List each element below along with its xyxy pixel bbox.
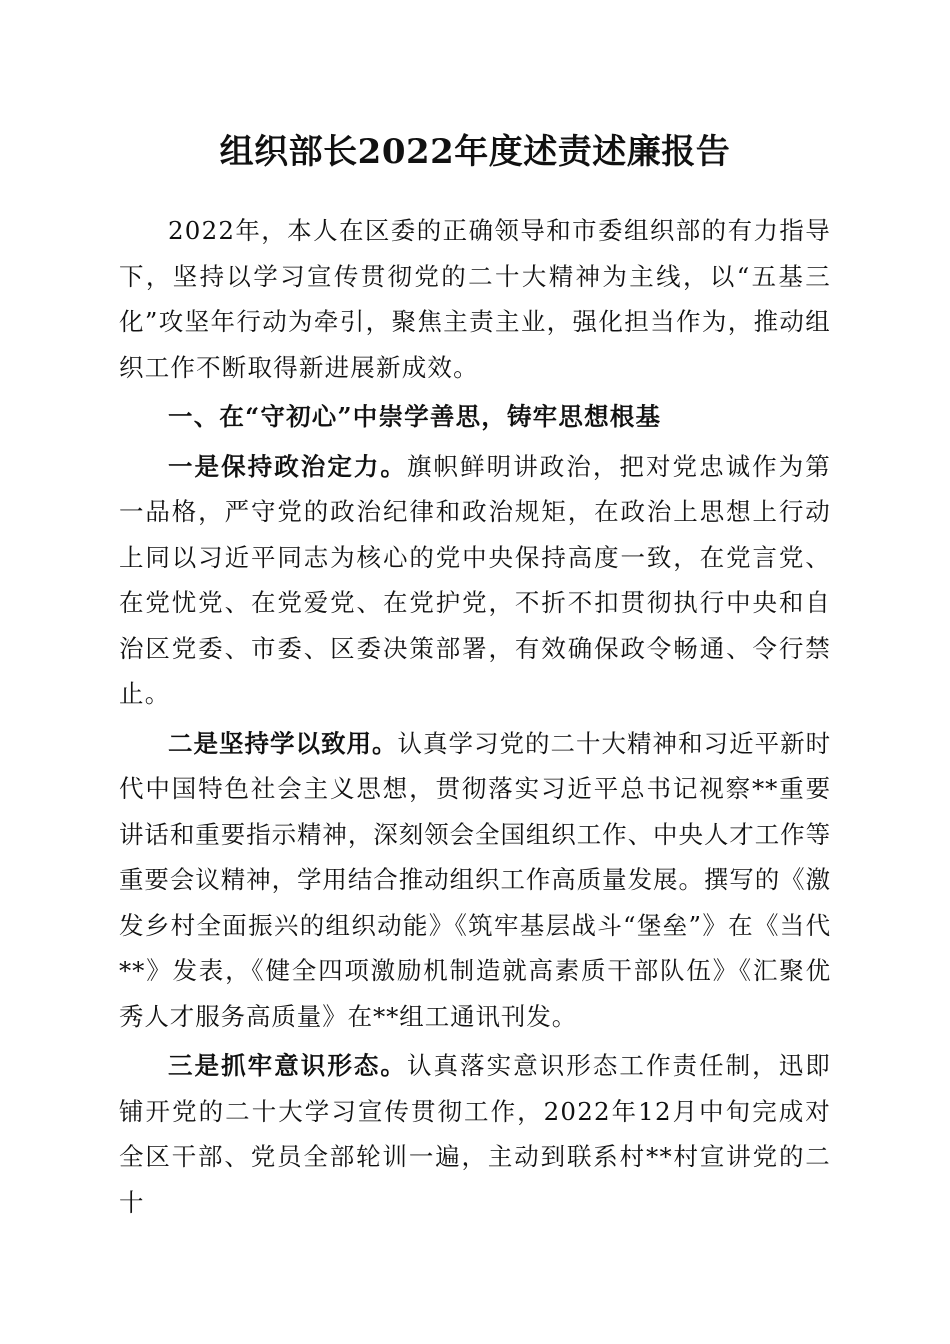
item-lead: 三是抓牢意识形态。	[168, 1051, 407, 1080]
section-heading: 一、在“守初心”中崇学善思，铸牢思想根基	[168, 402, 662, 431]
document-body	[119, 208, 831, 1225]
item-text: 旗帜鲜明讲政治，把对党忠诚作为第一品格，严守党的政治纪律和政治规矩，在政治上思想上行动上同以习近平同志为核心的党中央保持高度一致，在党言党、在党忧党、在党爱党、在党护党，不折不扣贯彻执行中央和自治区党委、市委、区委决策部署，有效确保政令畅通、令行禁止。	[119, 451, 831, 708]
item-lead: 二是坚持学以致用。	[168, 728, 398, 758]
item-paragraph-3	[119, 1043, 831, 1225]
item-text: 认真落实意识形态工作责任制，迅即铺开党的二十大学习宣传贯彻工作，2022年12月中旬完成对全区干部、党员全部轮训一遍，主动到联系村**村宣讲党的二十	[119, 1051, 831, 1217]
intro-paragraph: 2022年，本人在区委的正确领导和市委组织部的有力指导下，坚持以学习宣传贯彻党的二十大精神为主线，以“五基三化”攻坚年行动为牵引，聚焦主责主业，强化担当作为，推动组织工作不断取得新进展新成效。	[119, 216, 831, 382]
document-title: 组织部长2022年度述责述廉报告	[219, 132, 731, 172]
item-text: 认真学习党的二十大精神和习近平新时代中国特色社会主义思想，贯彻落实习近平总书记视察**重要讲话和重要指示精神，深刻领会全国组织工作、中央人才工作等重要会议精神，学用结合推动组织工作高质量发展。撰写的《激发乡村全面振兴的组织动能》《筑牢基层战斗“堡垒”》在《当代**》发表，《健全四项激励机制造就高素质干部队伍》《汇聚优秀人才服务高质量》在**组工通讯刊发。	[119, 728, 831, 1031]
item-paragraph-2	[119, 721, 831, 1040]
item-lead: 一是保持政治定力。	[168, 451, 407, 481]
item-paragraph-1	[119, 444, 831, 717]
